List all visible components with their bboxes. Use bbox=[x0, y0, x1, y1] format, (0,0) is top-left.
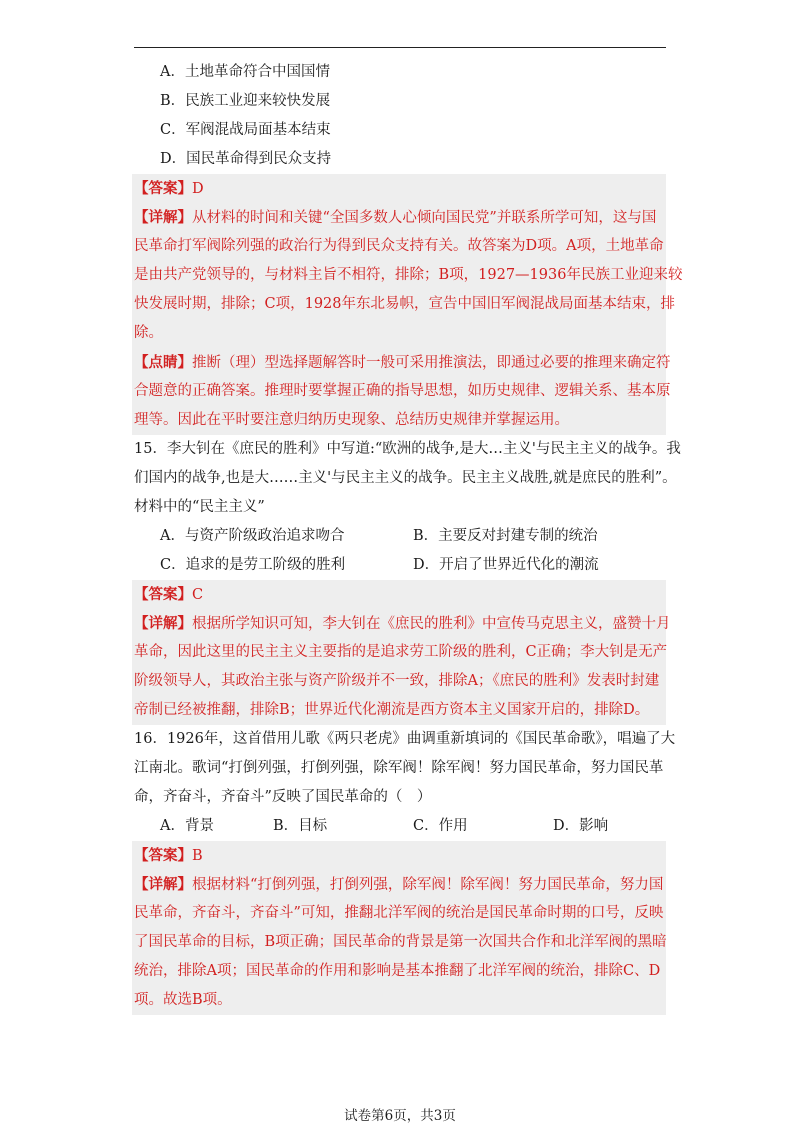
q15-stem: 15．李大钊在《庶民的胜利》中写道:“欧洲的战争,是大…主义'与民主主义的战争。我 bbox=[134, 441, 681, 457]
q16-stem: 江南北。歌词“打倒列强，打倒列强，除军阀！除军阀！努力国民革命，努力国民革 bbox=[134, 760, 664, 776]
page-footer: 试卷第6页，共3页 bbox=[344, 1108, 456, 1124]
explain-tag: 【详解】 bbox=[134, 209, 192, 226]
q15-option-b: B．主要反对封建专制的统治 bbox=[413, 528, 598, 544]
answer-tag: 【答案】 bbox=[134, 847, 192, 864]
q16-option-d: D．影响 bbox=[553, 818, 609, 834]
note-tag: 【点睛】 bbox=[134, 354, 192, 371]
explain-line: 快发展时期，排除；C项，1928年东北易帜，宣告中国旧军阀混战局面基本结束，排 bbox=[134, 296, 675, 312]
explain-line: 项。故选B项。 bbox=[134, 992, 232, 1008]
answer-value: C bbox=[192, 587, 204, 603]
explain-line: 统治，排除A项；国民革命的作用和影响是基本推翻了北洋军阀的统治，排除C、D bbox=[134, 963, 661, 979]
q15-stem: 材料中的“民主主义” bbox=[134, 499, 265, 515]
q16-stem: 16．1926年，这首借用儿歌《两只老虎》曲调重新填词的《国民革命歌》，唱遍了大 bbox=[134, 731, 676, 747]
note-line: 合题意的正确答案。推理时要掌握正确的指导思想，如历史规律、逻辑关系、基本原 bbox=[134, 383, 671, 399]
q16-option-a: A．背景 bbox=[160, 818, 214, 834]
q16-option-c: C．作用 bbox=[413, 818, 468, 834]
q15-options-row-2 bbox=[134, 551, 666, 580]
explain-line: 民革命，齐奋斗，齐奋斗”可知，推翻北洋军阀的统治是国民革命时期的口号，反映 bbox=[134, 905, 664, 921]
explain-tag: 【详解】 bbox=[134, 876, 192, 893]
q15-option-d: D．开启了世界近代化的潮流 bbox=[413, 557, 599, 573]
answer-tag: 【答案】 bbox=[134, 586, 192, 603]
q16-answer-block bbox=[132, 841, 666, 1015]
q16-option-b: B．目标 bbox=[273, 818, 328, 834]
q14-option-d: D．国民革命得到民众支持 bbox=[160, 151, 332, 167]
q16-stem: 命，齐奋斗，齐奋斗”反映了国民革命的（ ） bbox=[134, 789, 432, 805]
q16-options-row bbox=[134, 812, 666, 841]
answer-tag: 【答案】 bbox=[134, 180, 192, 197]
explain-tag: 【详解】 bbox=[134, 615, 192, 632]
explain-line: 民革命打军阀除列强的政治行为得到民众支持有关。故答案为D项。A项，土地革命 bbox=[134, 238, 664, 254]
q15-options-row-1 bbox=[134, 522, 666, 551]
explain-line: 从材料的时间和关键“全国多数人心倾向国民党”并联系所学可知，这与国 bbox=[192, 210, 657, 226]
q15-option-c: C．追求的是劳工阶级的胜利 bbox=[160, 557, 346, 573]
q15-answer-block bbox=[132, 580, 671, 725]
explain-line: 阶级领导人，其政治主张与资产阶级并不一致，排除A；《庶民的胜利》发表时封建 bbox=[134, 673, 660, 689]
note-line: 推断（理）型选择题解答时一般可采用推演法，即通过必要的推理来确定符 bbox=[192, 355, 671, 371]
note-line: 理等。因此在平时要注意归纳历史现象、总结历史规律并掌握运用。 bbox=[134, 412, 569, 428]
q14-option-a: A．土地革命符合中国国情 bbox=[160, 64, 330, 80]
answer-value: B bbox=[192, 848, 203, 864]
explain-line: 革命，因此这里的民主主义主要指的是追求劳工阶级的胜利，C正确；李大钊是无产 bbox=[134, 644, 668, 660]
header-rule bbox=[134, 47, 666, 48]
explain-line: 了国民革命的目标，B项正确；国民革命的背景是第一次国共合作和北洋军阀的黑暗 bbox=[134, 934, 667, 950]
document-body bbox=[134, 58, 683, 1015]
explain-line: 除。 bbox=[134, 325, 163, 341]
explain-line: 根据材料“打倒列强，打倒列强，除军阀！除军阀！努力国民革命，努力国 bbox=[192, 877, 664, 893]
q14-answer-block bbox=[132, 174, 683, 435]
q14-option-c: C．军阀混战局面基本结束 bbox=[160, 122, 331, 138]
explain-line: 是由共产党领导的，与材料主旨不相符，排除；B项，1927—1936年民族工业迎来较 bbox=[134, 267, 683, 283]
explain-line: 帝制已经被推翻，排除B；世界近代化潮流是西方资本主义国家开启的，排除D。 bbox=[134, 702, 650, 718]
explain-line: 根据所学知识可知，李大钊在《庶民的胜利》中宣传马克思主义，盛赞十月 bbox=[192, 616, 671, 632]
q15-stem: 们国内的战争,也是大……主义'与民主主义的战争。民主主义战胜,就是庶民的胜利”。 bbox=[134, 470, 677, 486]
q14-option-b: B．民族工业迎来较快发展 bbox=[160, 93, 331, 109]
answer-value: D bbox=[192, 181, 204, 197]
q15-option-a: A．与资产阶级政治追求吻合 bbox=[160, 528, 345, 544]
